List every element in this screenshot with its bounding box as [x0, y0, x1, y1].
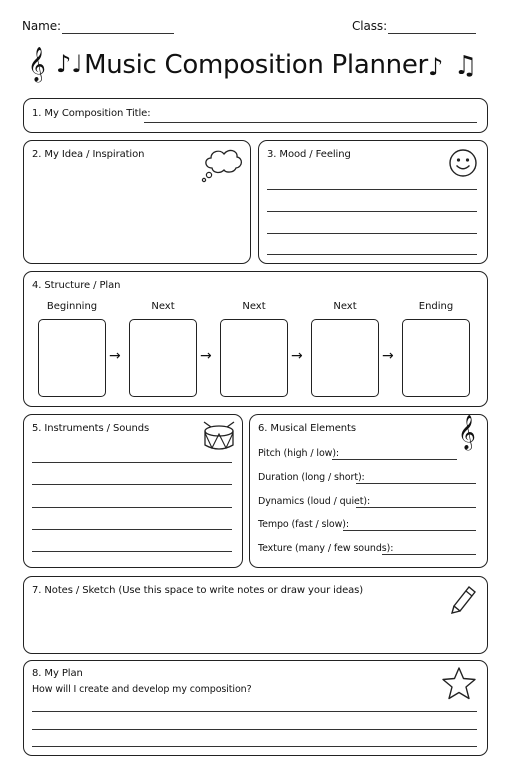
section5-label: 5. Instruments / Sounds [32, 423, 150, 434]
section6-label: 6. Musical Elements [258, 423, 356, 434]
mood-line-4[interactable] [267, 254, 477, 255]
plan-line-1[interactable] [32, 711, 477, 712]
beamed-notes-right-icon: ♫ [454, 51, 478, 81]
thought-bubble-icon [200, 146, 244, 184]
field-pitch-label: Pitch (high / low): [258, 448, 340, 459]
arrow-right-icon: → [109, 348, 121, 364]
tempo-line[interactable] [343, 530, 476, 531]
stage-label-next-3: Next [333, 301, 357, 312]
section-plan-box [23, 660, 488, 756]
stage-box-next-2[interactable] [220, 319, 288, 397]
star-icon [441, 666, 477, 700]
section4-label: 4. Structure / Plan [32, 280, 121, 291]
name-label: Name: [22, 19, 61, 33]
arrow-right-icon: → [200, 348, 212, 364]
smiley-face-icon [448, 148, 478, 178]
pencil-icon [449, 582, 479, 614]
dynamics-line[interactable] [356, 507, 476, 508]
mood-line-3[interactable] [267, 233, 477, 234]
duration-line[interactable] [356, 483, 476, 484]
drum-icon [201, 421, 237, 453]
field-tempo-label: Tempo (fast / slow): [258, 519, 350, 530]
field-duration-label: Duration (long / short): [258, 472, 365, 483]
arrow-right-icon: → [291, 348, 303, 364]
plan-line-3[interactable] [32, 746, 477, 747]
eighth-notes-left-icon: ♪♩ [56, 50, 83, 78]
plan-line-2[interactable] [32, 729, 477, 730]
field-texture-label: Texture (many / few sounds): [258, 543, 394, 554]
treble-clef-left-icon: 𝄞 [28, 47, 46, 82]
instruments-line-1[interactable] [32, 462, 232, 463]
instruments-line-3[interactable] [32, 507, 232, 508]
mood-line-1[interactable] [267, 189, 477, 190]
mood-line-2[interactable] [267, 211, 477, 212]
arrow-right-icon: → [382, 348, 394, 364]
instruments-line-4[interactable] [32, 529, 232, 530]
section7-label: 7. Notes / Sketch (Use this space to write notes or draw your ideas) [32, 585, 364, 596]
stage-label-next-2: Next [242, 301, 266, 312]
page-title: Music Composition Planner [84, 50, 428, 80]
section3-label: 3. Mood / Feeling [267, 149, 351, 160]
class-field-line[interactable] [388, 33, 476, 34]
instruments-line-2[interactable] [32, 484, 232, 485]
stage-box-next-3[interactable] [311, 319, 379, 397]
field-dynamics-label: Dynamics (loud / quiet): [258, 496, 371, 507]
class-label: Class: [352, 19, 388, 33]
section8-prompt: How will I create and develop my composition? [32, 684, 252, 695]
pitch-line[interactable] [332, 459, 457, 460]
eighth-note-right-icon: ♪ [428, 53, 444, 81]
instruments-line-5[interactable] [32, 551, 232, 552]
stage-box-beginning[interactable] [38, 319, 106, 397]
stage-box-ending[interactable] [402, 319, 470, 397]
texture-line[interactable] [382, 554, 476, 555]
composition-title-line[interactable] [144, 122, 477, 123]
name-field-line[interactable] [62, 33, 174, 34]
stage-label-ending: Ending [418, 301, 454, 312]
stage-box-next-1[interactable] [129, 319, 197, 397]
section1-label: 1. My Composition Title: [32, 108, 151, 119]
section8-label: 8. My Plan [32, 668, 83, 679]
section2-label: 2. My Idea / Inspiration [32, 149, 145, 160]
stage-label-next-1: Next [151, 301, 175, 312]
treble-clef-icon: 𝄞 [458, 415, 476, 450]
stage-label-beginning: Beginning [46, 301, 98, 312]
